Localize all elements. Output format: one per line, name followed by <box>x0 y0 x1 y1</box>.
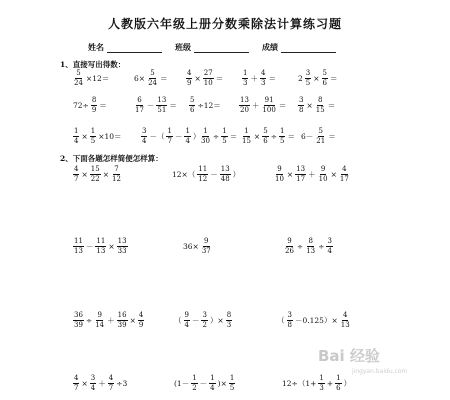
numerator: 1 <box>74 127 79 135</box>
operator-text: 36× <box>183 242 199 251</box>
operator-text: + <box>326 379 334 388</box>
denominator: 15 <box>242 137 251 145</box>
operator-text: × <box>313 74 320 83</box>
problem <box>133 97 178 114</box>
problem <box>72 238 129 255</box>
numerator: 9 <box>287 237 292 245</box>
problem <box>140 128 201 145</box>
fraction <box>108 375 114 392</box>
denominator: 17 <box>135 106 144 114</box>
operator-text: ＝ <box>229 132 238 141</box>
denominator: 13 <box>74 247 83 255</box>
numerator: 4 <box>74 374 79 382</box>
problem <box>72 97 108 114</box>
operator-text: × <box>129 316 136 325</box>
numerator: 1 <box>185 127 190 135</box>
denominator: 10 <box>318 175 328 183</box>
fraction <box>156 97 167 114</box>
fraction <box>91 97 97 114</box>
fraction <box>241 128 252 145</box>
denominator: 9 <box>138 321 144 329</box>
numerator: 7 <box>114 165 119 173</box>
problem <box>241 70 277 87</box>
denominator: 6 <box>190 106 195 114</box>
fraction <box>284 238 295 255</box>
problem <box>173 312 233 329</box>
operator-text: (1－ <box>174 379 190 388</box>
numerator: 36 <box>74 311 83 319</box>
denominator: 4 <box>185 137 190 145</box>
numerator: 3 <box>202 311 207 319</box>
denominator: 51 <box>157 106 167 114</box>
operator-text: （ <box>277 316 285 325</box>
denominator: 13 <box>340 321 350 329</box>
operator-text: ） <box>192 132 201 141</box>
operator-text: ＋ <box>107 316 115 325</box>
denominator: 3 <box>243 79 248 87</box>
denominator: 39 <box>117 321 127 329</box>
numerator: 8 <box>91 96 97 104</box>
numerator: 1 <box>336 374 341 382</box>
denominator: 3 <box>226 321 232 329</box>
numerator: 1 <box>167 127 172 135</box>
operator-text: × <box>81 379 88 388</box>
operator-text: ） <box>343 379 352 388</box>
numerator: 1 <box>192 374 197 382</box>
numerator: 9 <box>204 237 209 245</box>
problem <box>72 70 110 87</box>
fraction <box>197 166 208 183</box>
denominator: 37 <box>201 247 211 255</box>
denominator: 2 <box>202 321 207 329</box>
fraction <box>315 128 326 145</box>
fraction <box>220 166 231 183</box>
worksheet-title: 人教版六年级上册分数乘除法计算练习题 <box>107 17 342 31</box>
operator-text: ＝ <box>330 74 338 83</box>
fraction <box>318 166 329 183</box>
name-field <box>88 42 162 53</box>
numerator: 1 <box>243 69 248 77</box>
numerator: 3 <box>305 69 311 77</box>
score-blank <box>281 44 336 53</box>
problem <box>72 312 145 329</box>
denominator: 24 <box>74 79 83 87</box>
numerator: 13 <box>117 237 127 245</box>
fraction <box>326 238 332 255</box>
fraction <box>184 128 190 145</box>
operator-text: ÷ <box>318 242 325 251</box>
problem <box>185 70 224 87</box>
numerator: 3 <box>299 96 304 104</box>
score-label: 成绩 <box>262 42 278 52</box>
problem <box>173 375 236 392</box>
fraction <box>186 70 192 87</box>
fraction <box>134 97 145 114</box>
score-field <box>262 42 336 53</box>
operator-text: － <box>146 101 155 110</box>
class-label: 班级 <box>175 42 191 52</box>
denominator: 22 <box>90 175 100 183</box>
denominator: 17 <box>296 175 306 183</box>
operator-text: ＝ <box>268 74 276 83</box>
fraction <box>305 238 316 255</box>
denominator: 10 <box>203 79 213 87</box>
denominator: 8 <box>287 321 292 329</box>
fraction <box>201 238 212 255</box>
denominator: 5 <box>229 384 235 392</box>
denominator: 13 <box>306 247 316 255</box>
operator-text: ＝ <box>99 101 107 110</box>
denominator: 7 <box>74 175 79 183</box>
fraction <box>138 312 144 329</box>
numerator: 5 <box>190 96 195 104</box>
fraction <box>73 128 79 145</box>
fraction <box>90 166 101 183</box>
numerator: 5 <box>263 127 268 135</box>
fraction <box>287 312 293 329</box>
operator-text: ＝ <box>159 74 168 83</box>
problem <box>297 70 339 87</box>
operator-text: × <box>306 101 313 110</box>
fraction <box>189 97 195 114</box>
denominator: 30 <box>201 137 210 145</box>
numerator: 15 <box>90 165 100 173</box>
numerator: 91 <box>264 96 274 104</box>
problem <box>281 375 352 392</box>
denominator: 39 <box>74 321 83 329</box>
numerator: 8 <box>308 237 313 245</box>
denominator: 5 <box>305 79 311 87</box>
operator-text: × <box>108 242 115 251</box>
fraction <box>141 128 147 145</box>
fraction <box>340 312 351 329</box>
numerator: 13 <box>157 96 167 104</box>
operator-text: × <box>286 170 294 179</box>
problem <box>297 97 336 114</box>
operator-text: ＝ <box>328 132 336 141</box>
problem <box>72 375 128 392</box>
fraction <box>209 375 215 392</box>
section-heading-simplify: 2、下面各题怎样简便怎样算： <box>60 154 163 163</box>
operator-text: ＋ <box>251 101 260 110</box>
operator-text: × <box>81 170 88 179</box>
class-field <box>175 42 249 53</box>
operator-text: ×12＝ <box>85 74 110 83</box>
denominator: 5 <box>279 137 285 145</box>
denominator: 33 <box>117 247 127 255</box>
operator-text: ＋ <box>98 379 106 388</box>
operator-text: ＝ <box>169 101 177 110</box>
fraction <box>203 70 214 87</box>
denominator: 13 <box>96 247 106 255</box>
numerator: 11 <box>198 165 208 173</box>
fraction <box>95 238 106 255</box>
fraction <box>262 128 268 145</box>
numerator: 1 <box>210 374 215 382</box>
numerator: 4 <box>108 374 114 382</box>
operator-text: ） <box>232 170 241 179</box>
numerator: 16 <box>117 311 127 319</box>
numerator: 13 <box>240 96 249 104</box>
denominator: 17 <box>339 175 349 183</box>
numerator: 4 <box>138 311 144 319</box>
operator-text: ＋ <box>308 170 316 179</box>
fraction <box>229 375 235 392</box>
operator-text: ＝ <box>327 101 336 110</box>
numerator: 1 <box>229 374 235 382</box>
numerator: 3 <box>287 311 292 319</box>
operator-text: ）× <box>209 316 224 325</box>
denominator: 7 <box>167 137 172 145</box>
numerator: 5 <box>76 69 81 77</box>
problem <box>199 128 238 145</box>
numerator: 1 <box>90 127 96 135</box>
fraction <box>201 312 207 329</box>
operator-text: × <box>102 170 109 179</box>
numerator: 1 <box>319 374 324 382</box>
fraction <box>295 166 306 183</box>
denominator: 15 <box>315 106 325 114</box>
operator-text: ÷ <box>212 132 220 141</box>
watermark-logo: Bai 经验 <box>318 347 380 365</box>
fraction <box>73 166 79 183</box>
operator-text: － <box>199 379 208 388</box>
numerator: 4 <box>74 165 79 173</box>
fraction <box>191 375 197 392</box>
numerator: 13 <box>220 165 230 173</box>
numerator: 1 <box>203 127 208 135</box>
numerator: 13 <box>296 165 306 173</box>
denominator: 10 <box>275 175 284 183</box>
operator-text: 12÷（1+ <box>282 379 317 388</box>
class-blank <box>194 44 249 53</box>
numerator: 8 <box>226 311 232 319</box>
numerator: 3 <box>327 237 332 245</box>
fraction <box>184 312 190 329</box>
operator-text: 72÷ <box>73 101 89 110</box>
fraction <box>166 128 172 145</box>
operator-text: － <box>191 316 200 325</box>
fraction <box>147 70 158 87</box>
operator-text: － <box>210 170 218 179</box>
fraction <box>94 312 105 329</box>
fraction <box>117 312 128 329</box>
numerator: 6 <box>137 96 142 104</box>
denominator: 12 <box>111 175 121 183</box>
operator-text: ＋ <box>250 74 258 83</box>
name-label: 姓名 <box>88 42 104 52</box>
problem <box>238 97 287 114</box>
numerator: 27 <box>203 69 213 77</box>
fraction <box>117 238 128 255</box>
fraction <box>318 375 324 392</box>
fraction <box>90 375 96 392</box>
numerator: 11 <box>74 237 83 245</box>
denominator: 4 <box>327 247 332 255</box>
operator-text: × <box>81 132 88 141</box>
numerator: 9 <box>184 311 189 319</box>
denominator: 100 <box>262 106 276 114</box>
denominator: 4 <box>74 137 79 145</box>
fraction <box>73 375 79 392</box>
denominator: 14 <box>95 321 105 329</box>
problem <box>273 166 351 183</box>
operator-text: × <box>330 170 337 179</box>
denominator: 8 <box>299 106 304 114</box>
fraction <box>305 70 311 87</box>
numerator: 9 <box>277 165 282 173</box>
denominator: 3 <box>260 79 266 87</box>
fraction <box>260 70 266 87</box>
operator-text: ＝ <box>215 74 224 83</box>
fraction <box>261 97 276 114</box>
problem <box>300 128 337 145</box>
operator-text: －（ <box>149 132 165 141</box>
denominator: 6 <box>263 137 268 145</box>
operator-text: ÷ <box>85 316 93 325</box>
denominator: 21 <box>316 137 326 145</box>
problem <box>182 238 213 255</box>
watermark-url: jingyan.baidu.com <box>352 368 408 375</box>
denominator: 4 <box>142 137 147 145</box>
numerator: 3 <box>142 127 147 135</box>
operator-text: ÷12＝ <box>197 101 221 110</box>
denominator: 9 <box>91 106 97 114</box>
numerator: 1 <box>222 127 227 135</box>
fraction <box>73 238 84 255</box>
operator-text: × <box>194 74 201 83</box>
problem <box>283 238 334 255</box>
numerator: 3 <box>90 374 96 382</box>
operator-text: ÷3 <box>116 379 128 388</box>
numerator: 4 <box>342 311 348 319</box>
denominator: 9 <box>187 79 192 87</box>
problem <box>171 166 241 183</box>
problem <box>133 70 168 87</box>
fraction <box>73 312 84 329</box>
operator-text: ＝ <box>278 101 287 110</box>
operator-text: － <box>174 132 183 141</box>
operator-text: × <box>253 132 261 141</box>
fraction <box>242 70 248 87</box>
operator-text: 6× <box>134 74 146 83</box>
problem <box>240 128 296 145</box>
problem <box>188 97 222 114</box>
operator-text: （ <box>174 316 182 325</box>
fraction <box>298 97 304 114</box>
fraction <box>335 375 341 392</box>
fraction <box>200 128 211 145</box>
fraction <box>315 97 326 114</box>
name-blank <box>107 44 162 53</box>
fraction <box>339 166 350 183</box>
numerator: 5 <box>322 69 328 77</box>
operator-text: 2 <box>298 74 303 83</box>
numerator: 4 <box>260 69 266 77</box>
numerator: 5 <box>318 127 323 135</box>
denominator: 7 <box>108 384 114 392</box>
operator-text: 12×（ <box>172 170 196 179</box>
operator-text: 6－ <box>301 132 314 141</box>
denominator: 6 <box>336 384 341 392</box>
problem <box>72 128 123 145</box>
denominator: 6 <box>322 79 328 87</box>
denominator: 3 <box>319 384 324 392</box>
fraction <box>239 97 250 114</box>
denominator: 4 <box>90 384 96 392</box>
fraction <box>221 128 227 145</box>
section-heading-direct: 1、直接写出得数： <box>60 60 126 69</box>
numerator: 1 <box>279 127 285 135</box>
denominator: 5 <box>222 137 227 145</box>
denominator: 2 <box>192 384 197 392</box>
numerator: 8 <box>317 96 323 104</box>
numerator: 5 <box>150 69 155 77</box>
fraction <box>226 312 232 329</box>
operator-text: ＝ <box>287 132 295 141</box>
operator-text: ÷ <box>296 242 304 251</box>
denominator: 4 <box>184 321 189 329</box>
fraction <box>279 128 285 145</box>
fraction <box>73 70 84 87</box>
fraction <box>322 70 328 87</box>
operator-text: － <box>85 242 94 251</box>
denominator: 24 <box>148 79 157 87</box>
problem <box>72 166 123 183</box>
operator-text: ÷ <box>270 132 277 141</box>
fraction <box>111 166 122 183</box>
denominator: 48 <box>220 175 230 183</box>
operator-text: －0.125）× <box>294 316 338 325</box>
fraction <box>274 166 285 183</box>
operator-text: )× <box>217 379 227 388</box>
denominator: 20 <box>240 106 249 114</box>
numerator: 4 <box>187 69 192 77</box>
operator-text: ×10＝ <box>98 132 122 141</box>
denominator: 26 <box>285 247 294 255</box>
fraction <box>90 128 96 145</box>
problem <box>276 312 352 329</box>
denominator: 4 <box>210 384 215 392</box>
numerator: 9 <box>97 311 102 319</box>
numerator: 9 <box>320 165 326 173</box>
denominator: 12 <box>198 175 208 183</box>
numerator: 4 <box>342 165 347 173</box>
denominator: 5 <box>90 137 96 145</box>
numerator: 11 <box>96 237 106 245</box>
denominator: 7 <box>74 384 79 392</box>
numerator: 1 <box>244 127 249 135</box>
